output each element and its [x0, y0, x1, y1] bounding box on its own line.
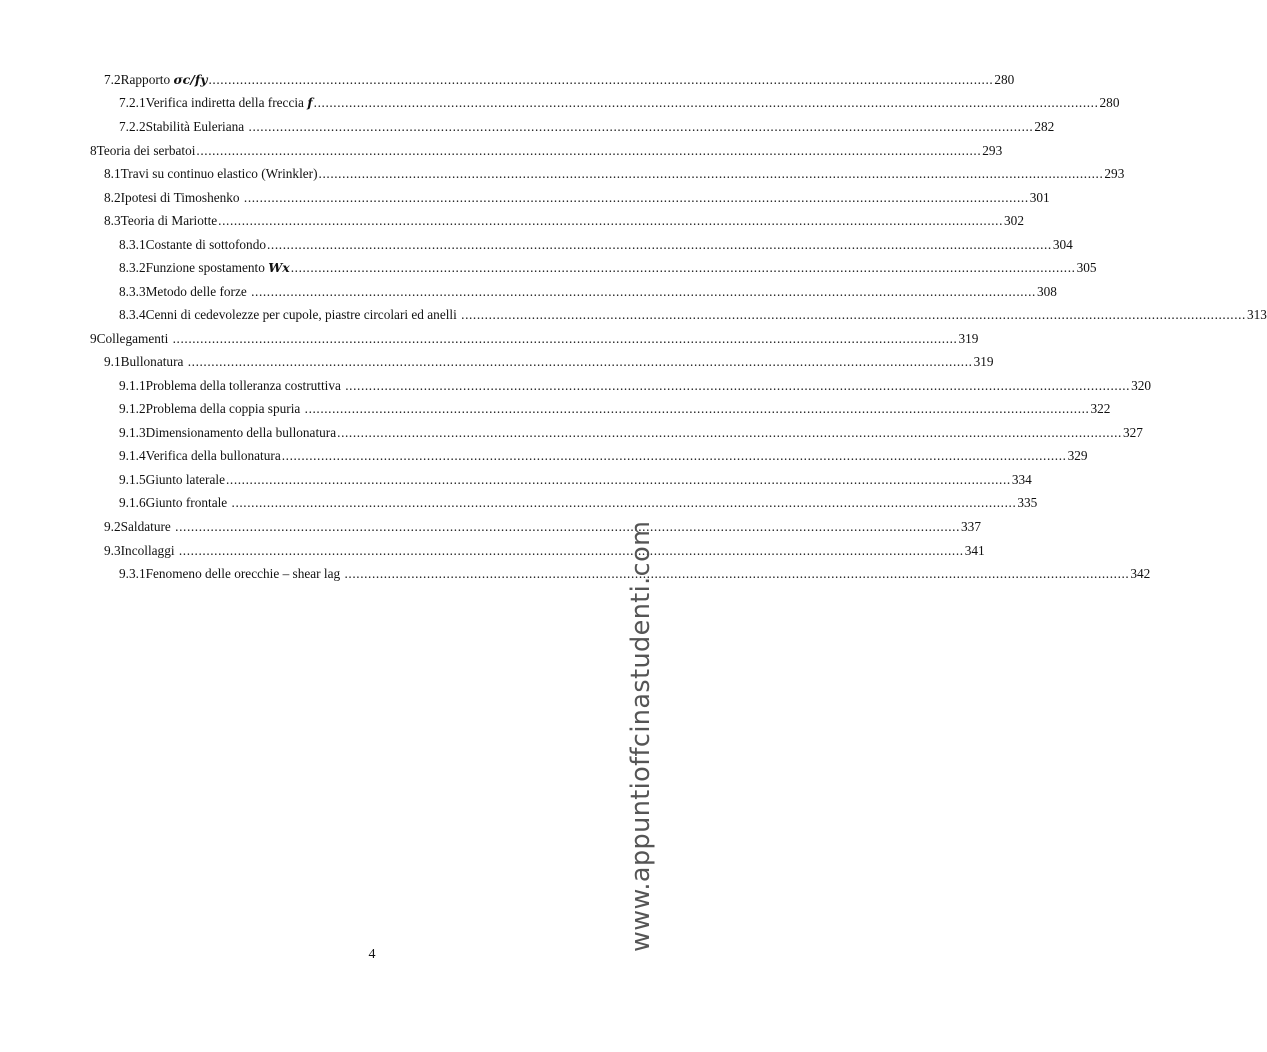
toc-entry-page: 322	[1090, 401, 1111, 416]
toc-leader-dots: ........................................................................................................................................................................................................	[218, 213, 1004, 228]
toc-entry[interactable]	[119, 470, 1032, 490]
toc-entry[interactable]	[104, 164, 1125, 184]
toc-leader-dots: ........................................................................................................................................................................................................	[345, 378, 1131, 393]
toc-entry[interactable]	[119, 446, 1088, 466]
toc-entry-title	[146, 423, 337, 443]
toc-entry-title-text: Teoria dei serbatoi	[96, 143, 196, 158]
toc-entry[interactable]	[119, 399, 1111, 419]
toc-entry-title-text: Rapporto	[120, 72, 174, 87]
toc-entry-page: 319	[973, 354, 994, 369]
toc-leader-dots: ........................................................................................................................................................................................................	[251, 284, 1036, 299]
toc-entry-title	[146, 399, 304, 419]
toc-entry[interactable]	[119, 376, 1152, 396]
toc-leader-dots: ........................................................................................................................................................................................................	[231, 495, 1017, 510]
toc-entry-page: 327	[1122, 425, 1143, 440]
toc-entry-title-text: Problema della tolleranza costruttiva	[145, 378, 345, 393]
toc-leader-dots: ........................................................................................................................................................................................................	[337, 425, 1122, 440]
toc-entry[interactable]	[90, 329, 979, 349]
toc-entry-title	[146, 376, 345, 396]
toc-leader-dots: ........................................................................................................................................................................................................	[290, 260, 1076, 275]
toc-leader-dots: ........................................................................................................................................................................................................	[208, 72, 994, 87]
toc-entry-page: 282	[1034, 119, 1055, 134]
toc-entry-page: 334	[1011, 472, 1032, 487]
toc-entry-title-text: Verifica indiretta della freccia	[145, 95, 308, 110]
toc-leader-dots: ........................................................................................................................................................................................................	[304, 401, 1090, 416]
toc-entry-page: 320	[1131, 378, 1152, 393]
toc-entry[interactable]	[119, 493, 1038, 513]
toc-entry-page: 337	[961, 519, 981, 534]
toc-entry-page: 301	[1029, 190, 1050, 205]
toc-leader-dots: ........................................................................................................................................................................................................	[313, 95, 1099, 110]
toc-entry[interactable]	[119, 282, 1057, 302]
toc-entry-title-text: Collegamenti	[96, 331, 172, 346]
toc-entry[interactable]	[119, 564, 1151, 584]
toc-entry[interactable]	[119, 235, 1073, 255]
toc-entry-title-text: Costante di sottofondo	[145, 237, 266, 252]
toc-entry-page: 293	[1104, 166, 1125, 181]
toc-entry-title	[146, 93, 313, 113]
toc-entry-page: 280	[994, 72, 1015, 87]
toc-leader-dots: ........................................................................................................................................................................................................	[318, 166, 1104, 181]
toc-entry[interactable]	[104, 517, 981, 537]
toc-entry-title-text: Incollaggi	[120, 543, 178, 558]
toc-entry-page: 308	[1036, 284, 1057, 299]
toc-entry-title	[121, 352, 187, 372]
toc-entry-title-text: Teoria di Mariotte	[120, 213, 218, 228]
toc-entry-page: 305	[1076, 260, 1097, 275]
toc-entry-page: 342	[1130, 566, 1151, 581]
toc-entry-title	[121, 517, 175, 537]
toc-entry-page: 335	[1017, 495, 1038, 510]
toc-entry-page: 329	[1067, 448, 1088, 463]
toc-entry-page: 313	[1246, 307, 1267, 322]
toc-entry-number: 7.2	[104, 72, 121, 87]
toc-entry-title-text: Bullonatura	[120, 354, 187, 369]
toc-entry-math: σc/fy	[173, 72, 208, 87]
toc-leader-dots: ........................................................................................................................................................................................................	[281, 448, 1067, 463]
toc-entry-number: 9.1.4	[119, 448, 146, 463]
toc-entry-title-text: Ipotesi di Timoshenko	[120, 190, 243, 205]
toc-entry-title-text: Problema della coppia spuria	[145, 401, 304, 416]
toc-entry-number: 9.1.2	[119, 401, 146, 416]
toc-leader-dots: ........................................................................................................................................................................................................	[267, 237, 1052, 252]
toc-entry-number: 7.2.1	[119, 95, 146, 110]
toc-entry-title	[146, 446, 281, 466]
toc-leader-dots: ........................................................................................................................................................................................................	[225, 472, 1011, 487]
toc-entry[interactable]	[119, 117, 1055, 137]
toc-entry[interactable]	[119, 423, 1143, 443]
toc-entry[interactable]	[104, 211, 1024, 231]
toc-leader-dots: ........................................................................................................................................................................................................	[187, 354, 973, 369]
toc-entry-page: 304	[1052, 237, 1073, 252]
toc-entry-number: 9.3.1	[119, 566, 146, 581]
toc-entry-title-text: Cenni di cedevolezze per cupole, piastre circolari ed anelli	[145, 307, 461, 322]
toc-entry-title	[146, 564, 344, 584]
toc-entry-title	[121, 70, 208, 90]
toc-entry-number: 8	[90, 143, 97, 158]
toc-entry-title-text: Verifica della bullonatura	[145, 448, 281, 463]
toc-entry-title-text: Fenomeno delle orecchie – shear lag	[145, 566, 344, 581]
toc-entry-page: 280	[1099, 95, 1120, 110]
toc-entry-page: 302	[1004, 213, 1024, 228]
toc-entry-title-text: Stabilità Euleriana	[145, 119, 248, 134]
toc-entry[interactable]	[104, 70, 1015, 90]
toc-entry-title	[97, 141, 196, 161]
toc-entry-number: 7.2.2	[119, 119, 146, 134]
toc-entry-title	[146, 493, 231, 513]
toc-entry-number: 9.1.5	[119, 472, 146, 487]
toc-entry-number: 8.3.1	[119, 237, 146, 252]
toc-entry-number: 8.3	[104, 213, 121, 228]
toc-entry-number: 9.1.1	[119, 378, 146, 393]
toc-entry-title	[97, 329, 172, 349]
toc-entry-page: 319	[958, 331, 979, 346]
toc-entry-number: 9.1.3	[119, 425, 146, 440]
toc-entry-math: f	[307, 95, 313, 110]
toc-entry-number: 9	[90, 331, 97, 346]
toc-entry-title-text: Giunto laterale	[145, 472, 225, 487]
toc-leader-dots: ........................................................................................................................................................................................................	[461, 307, 1246, 322]
toc-entry-title	[146, 282, 251, 302]
toc-entry-title	[146, 470, 225, 490]
toc-entry-title	[121, 541, 178, 561]
toc-entry-number: 8.3.4	[119, 307, 146, 322]
toc-entry-title	[121, 188, 243, 208]
toc-entry-number: 9.2	[104, 519, 121, 534]
toc-entry-title-text: Travi su continuo elastico (Wrinkler)	[120, 166, 318, 181]
toc-entry-number: 8.3.2	[119, 260, 146, 275]
toc-entry-page: 341	[964, 543, 985, 558]
toc-entry-title	[146, 305, 461, 325]
toc-leader-dots: ........................................................................................................................................................................................................	[248, 119, 1034, 134]
toc-entry[interactable]	[104, 541, 985, 561]
toc-entry-title	[146, 117, 248, 137]
toc-entry-number: 8.2	[104, 190, 121, 205]
toc-entry-title-text: Saldature	[120, 519, 175, 534]
toc-entry-title	[121, 211, 218, 231]
watermark-url: www.appuntioffcinastudenti.com	[626, 520, 656, 952]
toc-leader-dots: ........................................................................................................................................................................................................	[172, 331, 958, 346]
toc-entry[interactable]	[104, 352, 994, 372]
toc-entry[interactable]	[119, 258, 1097, 278]
toc-entry[interactable]	[119, 93, 1120, 113]
toc-entry-number: 8.1	[104, 166, 121, 181]
toc-entry-number: 9.1.6	[119, 495, 146, 510]
toc-leader-dots: ........................................................................................................................................................................................................	[175, 519, 961, 534]
toc-entry-title-text: Metodo delle forze	[145, 284, 251, 299]
toc-leader-dots: ........................................................................................................................................................................................................	[178, 543, 964, 558]
toc-entry-title-text: Dimensionamento della bullonatura	[145, 425, 337, 440]
page-number: 4	[368, 947, 376, 962]
toc-entry-title	[146, 258, 290, 278]
toc-entry-number: 9.3	[104, 543, 121, 558]
toc-entry-title-text: Funzione spostamento	[145, 260, 269, 275]
toc-entry-page: 293	[982, 143, 1003, 158]
toc-entry-title-text: Giunto frontale	[145, 495, 231, 510]
toc-leader-dots: ........................................................................................................................................................................................................	[243, 190, 1029, 205]
toc-entry[interactable]	[119, 305, 1267, 325]
toc-entry[interactable]	[104, 188, 1050, 208]
toc-entry-title	[146, 235, 266, 255]
toc-entry-number: 8.3.3	[119, 284, 146, 299]
toc-entry-number: 9.1	[104, 354, 121, 369]
toc-entry-math: Wx	[268, 260, 290, 275]
toc-leader-dots: ........................................................................................................................................................................................................	[344, 566, 1130, 581]
toc-entry[interactable]	[90, 141, 1003, 161]
toc-leader-dots: ........................................................................................................................................................................................................	[196, 143, 982, 158]
toc-entry-title	[121, 164, 318, 184]
